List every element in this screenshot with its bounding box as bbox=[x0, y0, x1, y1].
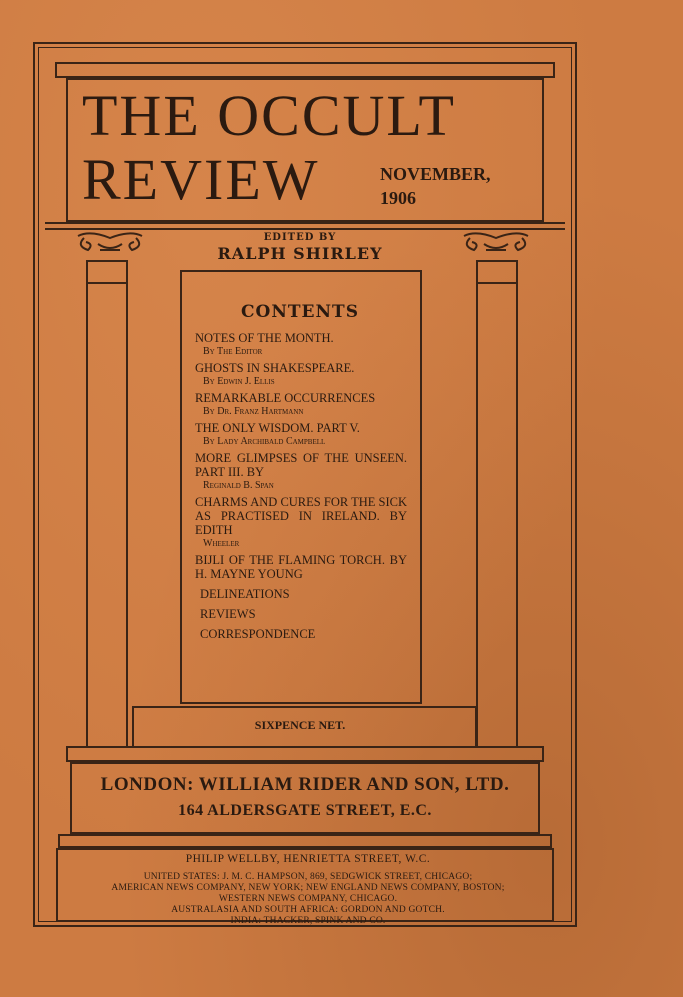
agent-line: AMERICAN NEWS COMPANY, NEW YORK; NEW ENGLAND NEWS COMPANY, BOSTON; bbox=[111, 883, 505, 893]
table-of-contents bbox=[195, 331, 407, 644]
agent-line: UNITED STATES: J. M. C. HAMPSON, 869, SEDGWICK STREET, CHICAGO; bbox=[143, 872, 473, 882]
toc-item-author: By Lady Archibald Campbell bbox=[203, 436, 326, 447]
toc-item-title: BIJLI OF THE FLAMING TORCH. BY H. MAYNE YOUNG bbox=[195, 553, 407, 581]
editor-name: RALPH SHIRLEY bbox=[217, 244, 383, 263]
agent-line: INDIA: THACKER, SPINK AND CO. bbox=[230, 916, 386, 926]
toc-item bbox=[195, 331, 407, 358]
toc-section: DELINEATIONS bbox=[200, 587, 290, 601]
toc-item-author: By The Editor bbox=[203, 346, 263, 357]
toc-item bbox=[195, 451, 407, 492]
printer-line: PHILIP WELLBY, HENRIETTA STREET, W.C. bbox=[185, 853, 431, 865]
toc-item bbox=[195, 553, 407, 581]
issue-date bbox=[380, 162, 530, 210]
publisher-name: LONDON: WILLIAM RIDER AND SON, LTD. bbox=[100, 774, 510, 795]
toc-item-author: Reginald B. Span bbox=[203, 480, 274, 491]
toc-item-author: By Edwin J. Ellis bbox=[203, 376, 275, 387]
toc-item-title: THE ONLY WISDOM. PART V. bbox=[195, 421, 360, 435]
contents-heading: CONTENTS bbox=[241, 302, 359, 322]
pedestal-top bbox=[66, 746, 544, 762]
publisher-panel bbox=[70, 762, 540, 834]
toc-item bbox=[195, 391, 407, 418]
right-column-band bbox=[476, 282, 518, 284]
toc-item bbox=[195, 495, 407, 550]
agent-line: AUSTRALASIA AND SOUTH AFRICA: GORDON AND GOTCH. bbox=[171, 905, 445, 915]
magazine-title-line1: THE OCCULT bbox=[82, 83, 456, 148]
left-column bbox=[86, 260, 128, 748]
toc-item bbox=[195, 361, 407, 388]
edited-by-label: EDITED BY bbox=[263, 232, 337, 243]
toc-item-author: By Dr. Franz Hartmann bbox=[203, 406, 304, 417]
toc-section: CORRESPONDENCE bbox=[200, 627, 316, 641]
agent-line: WESTERN NEWS COMPANY, CHICAGO. bbox=[218, 894, 398, 904]
toc-item-author: Wheeler bbox=[203, 538, 240, 549]
magazine-title-line2: REVIEW bbox=[82, 147, 320, 212]
toc-item-title: REMARKABLE OCCURRENCES bbox=[195, 391, 376, 405]
right-column bbox=[476, 260, 518, 748]
toc-item-title: MORE GLIMPSES OF THE UNSEEN. PART III. BY bbox=[195, 451, 407, 479]
toc-item-title: GHOSTS IN SHAKESPEARE. bbox=[195, 361, 355, 375]
publisher-address: 164 ALDERSGATE STREET, E.C. bbox=[178, 802, 432, 819]
price-label: SIXPENCE NET. bbox=[254, 718, 346, 732]
issue-month: NOVEMBER, bbox=[380, 164, 491, 184]
left-column-band bbox=[86, 282, 128, 284]
cornice bbox=[55, 62, 555, 78]
toc-section: REVIEWS bbox=[200, 607, 256, 621]
toc-item-title: CHARMS AND CURES FOR THE SICK AS PRACTISED IN IRELAND. BY EDITH bbox=[195, 495, 407, 537]
pedestal-step bbox=[58, 834, 552, 848]
issue-year: 1906 bbox=[380, 188, 416, 208]
toc-item-title: NOTES OF THE MONTH. bbox=[195, 331, 334, 345]
toc-item bbox=[195, 421, 407, 448]
